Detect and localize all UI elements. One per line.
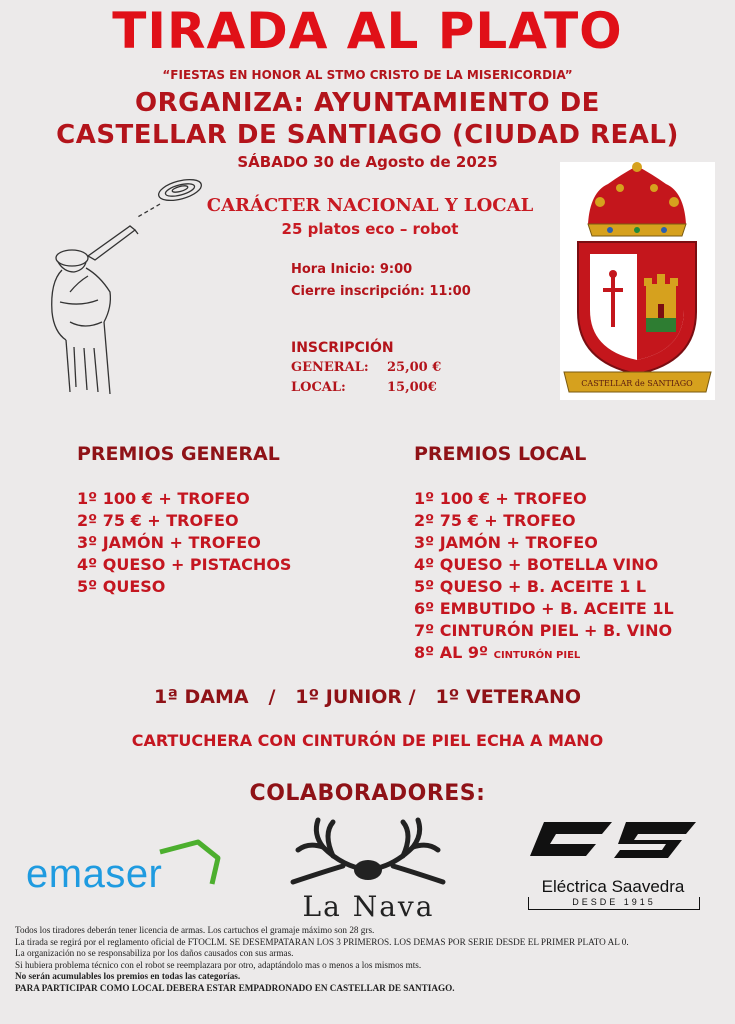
fee-general-label: GENERAL: [291,360,369,375]
crest-banner-text: CASTELLAR de SANTIAGO [581,379,693,388]
list-item-main: 8º AL 9º [414,643,489,662]
emaser-logo-text: emaser [26,852,163,896]
list-item: 5º QUESO + B. ACEITE 1 L [414,577,647,596]
platos-info: 25 platos eco – robot [281,220,459,238]
festival-subtitle: “FIESTAS EN HONOR AL STMO CRISTO DE LA MISERICORDIA” [162,68,573,82]
castellar-crest [560,162,715,400]
fee-local [291,380,451,395]
note-line: Si hubiera problema técnico con el robot se reemplazara por otro, adaptándolo mas o menos a los mismos mts. [15,959,422,970]
premios-general-heading: PREMIOS GENERAL [77,443,280,465]
organizer-line-2: CASTELLAR DE SANTIAGO (CIUDAD REAL) [56,120,679,150]
note-line: PARA PARTICIPAR COMO LOCAL DEBERA ESTAR EMPADRONADO EN CASTELLAR DE SANTIAGO. [15,982,455,993]
special-categories: 1ª DAMA / 1º JUNIOR / 1º VETERANO [153,686,582,708]
note-line: No serán acumulables los premios en todas las categorías. [15,971,241,981]
footer-notes [15,925,725,994]
fee-local-amount: 15,00€ [387,380,437,395]
electrica-saavedra-logo-icon [530,820,696,872]
list-item: 7º CINTURÓN PIEL + B. VINO [414,621,673,640]
list-item [414,642,674,664]
premios-local-heading: PREMIOS LOCAL [414,443,587,465]
inscripcion-heading: INSCRIPCIÓN [291,340,394,356]
premios-local-list [414,488,674,664]
list-item: 3º JAMÓN + TROFEO [414,533,598,552]
fee-general [291,360,451,375]
list-item: 2º 75 € + TROFEO [414,511,576,530]
colaboradores-heading: COLABORADORES: [249,781,486,806]
list-item: 6º EMBUTIDO + B. ACEITE 1L [414,599,674,618]
electrica-saavedra-name: Eléctrica Saavedra [541,877,685,896]
list-item-small: CINTURÓN PIEL [493,650,581,661]
note-line: La organización no se responsabiliza por los daños causados con sus armas. [15,948,294,958]
shooter-illustration [40,172,210,402]
premios-general-list [77,488,291,598]
list-item: 2º 75 € + TROFEO [77,511,239,530]
electrica-saavedra-since: DESDE 1915 [528,897,700,910]
fee-general-amount: 25,00 € [387,360,442,375]
event-character: CARÁCTER NACIONAL Y LOCAL [206,195,534,216]
list-item: 4º QUESO + PISTACHOS [77,555,292,574]
la-nava-logo-text: La Nava [302,890,435,923]
list-item: 1º 100 € + TROFEO [414,489,587,508]
list-item: 3º JAMÓN + TROFEO [77,533,261,552]
list-item: 1º 100 € + TROFEO [77,489,250,508]
list-item: 4º QUESO + BOTELLA VINO [414,555,659,574]
start-time: Hora Inicio: 9:00 [291,262,413,277]
registration-close: Cierre inscripción: 11:00 [291,284,471,299]
fee-local-label: LOCAL: [291,380,346,395]
poster-title: TIRADA AL PLATO [112,2,623,60]
deer-antlers-icon [283,812,453,892]
note-line: La tirada se regirá por el reglamento oficial de FTOCLM. SE DESEMPATARAN LOS 3 PRIMEROS. LOS DEMAS POR SERIE DESDE EL PRIMER PLATO AL 0. [15,936,629,947]
note-line: Todos los tiradores deberán tener licencia de armas. Los cartuchos el gramaje máximo son 28 grs. [15,925,375,935]
event-date: SÁBADO 30 de Agosto de 2025 [237,153,498,171]
emaser-swoosh-icon [156,838,226,890]
list-item: 5º QUESO [77,577,166,596]
special-prize: CARTUCHERA CON CINTURÓN DE PIEL ECHA A MANO [131,731,604,750]
organizer-line-1: ORGANIZA: AYUNTAMIENTO DE [135,88,600,118]
